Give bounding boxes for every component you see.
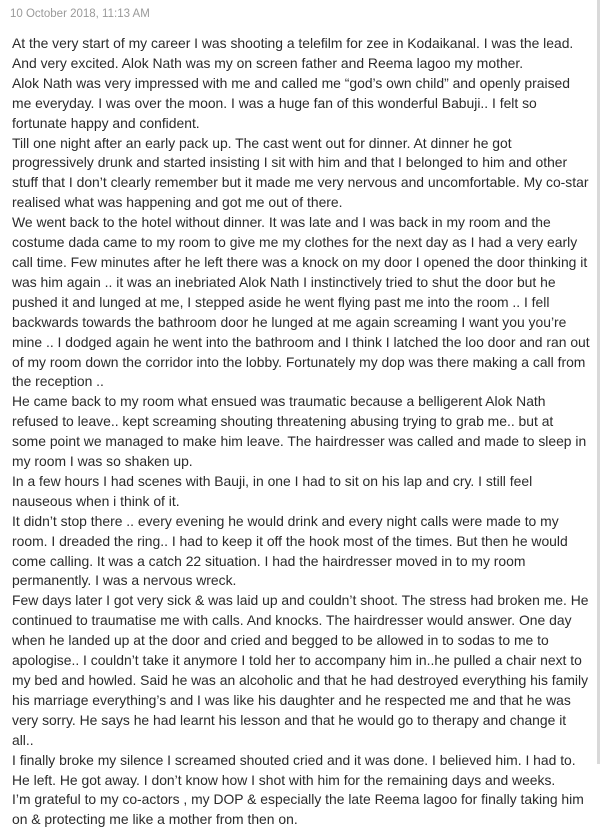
note-paragraph: Till one night after an early pack up. The cast went out for dinner. At dinner he got progressively drunk and started insisting I sit with him and that I belonged to him and other stuff that I don’t clearly remember but it made me very nervous and uncomfortable. My co-star realised what was happening and got me out of there.: [12, 134, 589, 211]
note-paragraph: He left. He got away. I don’t know how I shot with him for the remaining days and weeks.: [12, 771, 556, 788]
note-paragraph: We went back to the hotel without dinner. It was late and I was back in my room and the costume dada came to my room to give me my clothes for the next day as I had a very early call time. Few minutes after he left there was a knock on my door I opened the door thinking it was him again .. it was an inebriated Alok Nath I instinctively tried to shut the door but he pushed it and lunged at me, I stepped aside he went flying past me into the room .. I fell backwards towards the bathroom door he lunged at me again screaming I want you you’re mine .. I dodged again he went into the bathroom and I think I latched the loo door and ran out of my room down the corridor into the lobby. Fortunately my dop was there making a call from the reception ..: [12, 214, 590, 390]
note-timestamp: 10 October 2018, 11:13 AM: [10, 8, 150, 20]
note-paragraph: I’m grateful to my co-actors , my DOP & especially the late Reema lagoo for finally taking him on & protecting me like a mother from then on.: [12, 791, 584, 828]
note-paragraph: Few days later I got very sick & was laid up and couldn’t shoot. The stress had broken me. He continued to traumatise me with calls. And knocks. The hairdresser would answer. One day when he landed up at the door and cried and begged to be allowed in to sodas to me to apologise.. I couldn’t take it anymore I told her to accompany him in..he pulled a chair next to my bed and howled. Said he was an alcoholic and that he had destroyed everything his family his marriage everything’s and I was like his daughter and he respected me and that he was very sorry. He says he had learnt his lesson and that he would go to therapy and change it all..: [12, 592, 589, 748]
note-paragraph: He came back to my room what ensued was traumatic because a belligerent Alok Nath refused to leave.. kept screaming shouting threatening abusing trying to grab me.. but at some point we managed to make him leave. The hairdresser was called and made to sleep in my room I was so shaken up.: [12, 393, 587, 470]
note-paragraph: I finally broke my silence I screamed shouted cried and it was done. I believed him. I had to.: [12, 751, 576, 768]
note-paragraph: Alok Nath was very impressed with me and called me “god’s own child” and openly praised me everyday. I was over the moon. I was a huge fan of this wonderful Babuji.. I felt so fortunate happy and confident.: [12, 74, 570, 131]
note-body[interactable]: [12, 34, 590, 830]
note-paragraph: At the very start of my career I was shooting a telefilm for zee in Kodaikanal. I was the lead. And very excited. Alok Nath was my on screen father and Reema lagoo my mother.: [12, 35, 574, 71]
note-paragraph: It didn’t stop there .. every evening he would drink and every night calls were made to my room. I dreaded the ring.. I had to keep it off the hook most of the times. But then he would come calling. It was a catch 22 situation. I had the hairdresser moved in to my room permanently. I was a nervous wreck.: [12, 512, 568, 589]
note-paragraph: In a few hours I had scenes with Bauji, in one I had to sit on his lap and cry. I still feel nauseous when i think of it.: [12, 472, 533, 509]
